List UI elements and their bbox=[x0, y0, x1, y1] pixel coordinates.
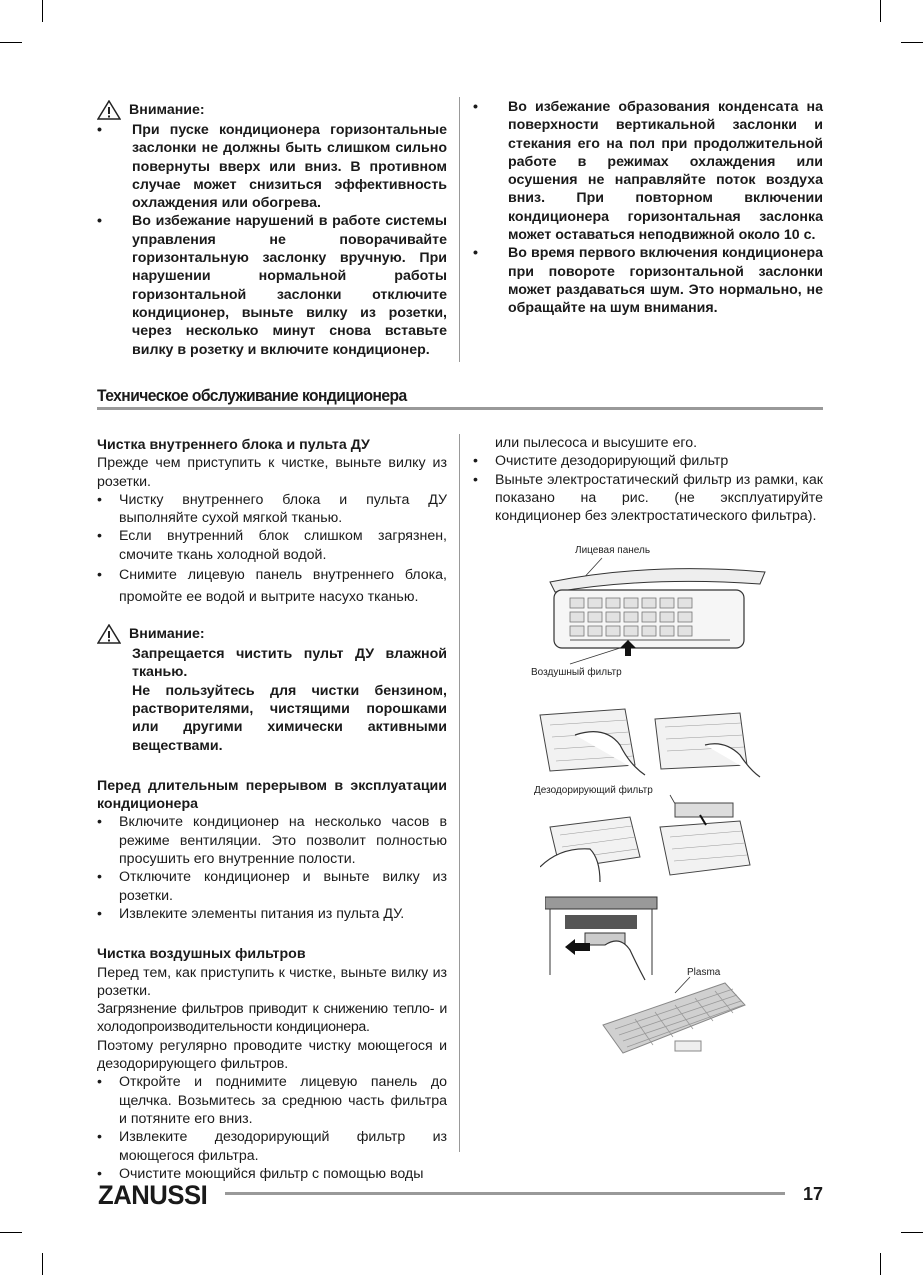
list-item: • Включите кондиционер на несколько часов в режиме вентиляции. Это позволит полностью просушить его внутренние полости. bbox=[97, 813, 447, 868]
warning-icon bbox=[97, 100, 121, 120]
top-left-column bbox=[97, 100, 447, 359]
paragraph: Прежде чем приступить к чистке, выньте вилку из розетки. bbox=[97, 455, 447, 490]
electrostatic-filter-illustration bbox=[545, 895, 665, 985]
list-item: • Выньте электростатический фильтр из рамки, как показано на рис. (не эксплуатируйте кондиционер без электростатического фильтра). bbox=[473, 471, 823, 526]
warning-title: Внимание: bbox=[129, 625, 205, 642]
paragraph: Перед тем, как приступить к чистке, выньте вилку из розетки. bbox=[97, 964, 447, 999]
list-item: • Отключите кондиционер и выньте вилку из розетки. bbox=[97, 868, 447, 905]
warning-header bbox=[97, 624, 447, 644]
cleaning-heading: Чистка внутреннего блока и пульта ДУ bbox=[97, 437, 370, 453]
crop-mark bbox=[901, 1232, 923, 1233]
crop-mark bbox=[901, 42, 923, 43]
crop-mark bbox=[880, 0, 881, 22]
warning-icon bbox=[97, 624, 121, 644]
section-title: Техническое обслуживание кондиционера bbox=[97, 386, 407, 405]
plasma-filter-illustration bbox=[595, 975, 750, 1070]
brand-logo: ZANUSSI bbox=[98, 1180, 208, 1210]
list-item: • Снимите лицевую панель внутреннего блока, промойте ее водой и вытрите насухо тканью. bbox=[97, 564, 447, 608]
list-item: • Чистку внутреннего блока и пульта ДУ выполняйте сухой мягкой тканью. bbox=[97, 491, 447, 528]
filter-removal-illustration bbox=[535, 705, 765, 785]
label-air-filter: Воздушный фильтр bbox=[531, 667, 622, 678]
warning-text: Не пользуйтесь для чистки бензином, растворителями, чистящими порошками или другими химически активными веществами. bbox=[132, 682, 447, 754]
list-item: • Во избежание нарушений в работе системы управления не поворачивайте горизонтальную заслонку вручную. При нарушении нормальной работы горизонтальной заслонки отключите кондиционер, выньте вилку из розетки, через несколько минут снова вставьте вилку в розетку и включите кондиционер. bbox=[97, 212, 447, 358]
crop-mark bbox=[42, 0, 43, 22]
left-column bbox=[97, 436, 447, 1183]
page-number: 17 bbox=[803, 1184, 824, 1204]
paragraph: Загрязнение фильтров приводит к снижению тепло- и холодопроизводительности кондиционера. bbox=[97, 1001, 447, 1036]
break-heading: Перед длительным перерывом в эксплуатации кондиционера bbox=[97, 777, 447, 813]
list-item: • Если внутренний блок слишком загрязнен, смочите ткань холодной водой. bbox=[97, 527, 447, 564]
list-item: • Очистите дезодорирующий фильтр bbox=[473, 452, 823, 470]
list-item: • При пуске кондиционера горизонтальные заслонки не должны быть слишком сильно повернуты вверх или вниз. В противном случае может снизиться эффективность охлаждения или обогрева. bbox=[97, 121, 447, 212]
list-item: • Извлеките элементы питания из пульта ДУ. bbox=[97, 905, 447, 923]
crop-mark bbox=[42, 1253, 43, 1275]
crop-mark bbox=[880, 1253, 881, 1275]
top-right-column bbox=[473, 98, 823, 318]
crop-mark bbox=[0, 42, 22, 43]
footer-rule bbox=[225, 1192, 785, 1195]
indoor-unit-illustration bbox=[530, 552, 770, 672]
crop-mark bbox=[0, 1232, 22, 1233]
label-deodor-filter: Дезодорирующий фильтр bbox=[534, 785, 653, 796]
list-item: • Откройте и поднимите лицевую панель до щелчка. Возьмитесь за среднюю часть фильтра и потяните его вниз. bbox=[97, 1073, 447, 1128]
warning-header bbox=[97, 100, 447, 120]
list-item: • Во время первого включения кондиционера при повороте горизонтальной заслонки может раздаваться шум. Это нормально, не обращайте на шум внимания. bbox=[473, 244, 823, 317]
column-divider bbox=[459, 434, 460, 1152]
warning-text: Запрещается чистить пульт ДУ влажной тканью. bbox=[132, 646, 447, 681]
list-item: • Извлеките дезодорирующий фильтр из моющегося фильтра. bbox=[97, 1128, 447, 1165]
column-divider bbox=[459, 97, 460, 362]
filters-heading: Чистка воздушных фильтров bbox=[97, 946, 306, 963]
warning-title: Внимание: bbox=[129, 101, 205, 118]
section-rule bbox=[97, 407, 823, 410]
paragraph: Поэтому регулярно проводите чистку моющегося и дезодорирующего фильтров. bbox=[97, 1037, 447, 1073]
label-plasma: Plasma bbox=[687, 967, 721, 978]
paragraph: или пылесоса и высушите его. bbox=[495, 435, 698, 451]
label-front-panel: Лицевая панель bbox=[575, 545, 651, 556]
list-item: • Очистите моющийся фильтр с помощью воды bbox=[97, 1165, 447, 1183]
deodorizing-filter-illustration bbox=[540, 787, 770, 887]
right-column bbox=[473, 434, 823, 525]
list-item: • Во избежание образования конденсата на поверхности вертикальной заслонки и стекания его на пол при продолжительной работе в режимах охлаждения или осушения не направляйте поток воздуха вниз. При повторном включении кондиционера горизонтальная заслонка может оставаться неподвижной около 10 с. bbox=[473, 98, 823, 244]
